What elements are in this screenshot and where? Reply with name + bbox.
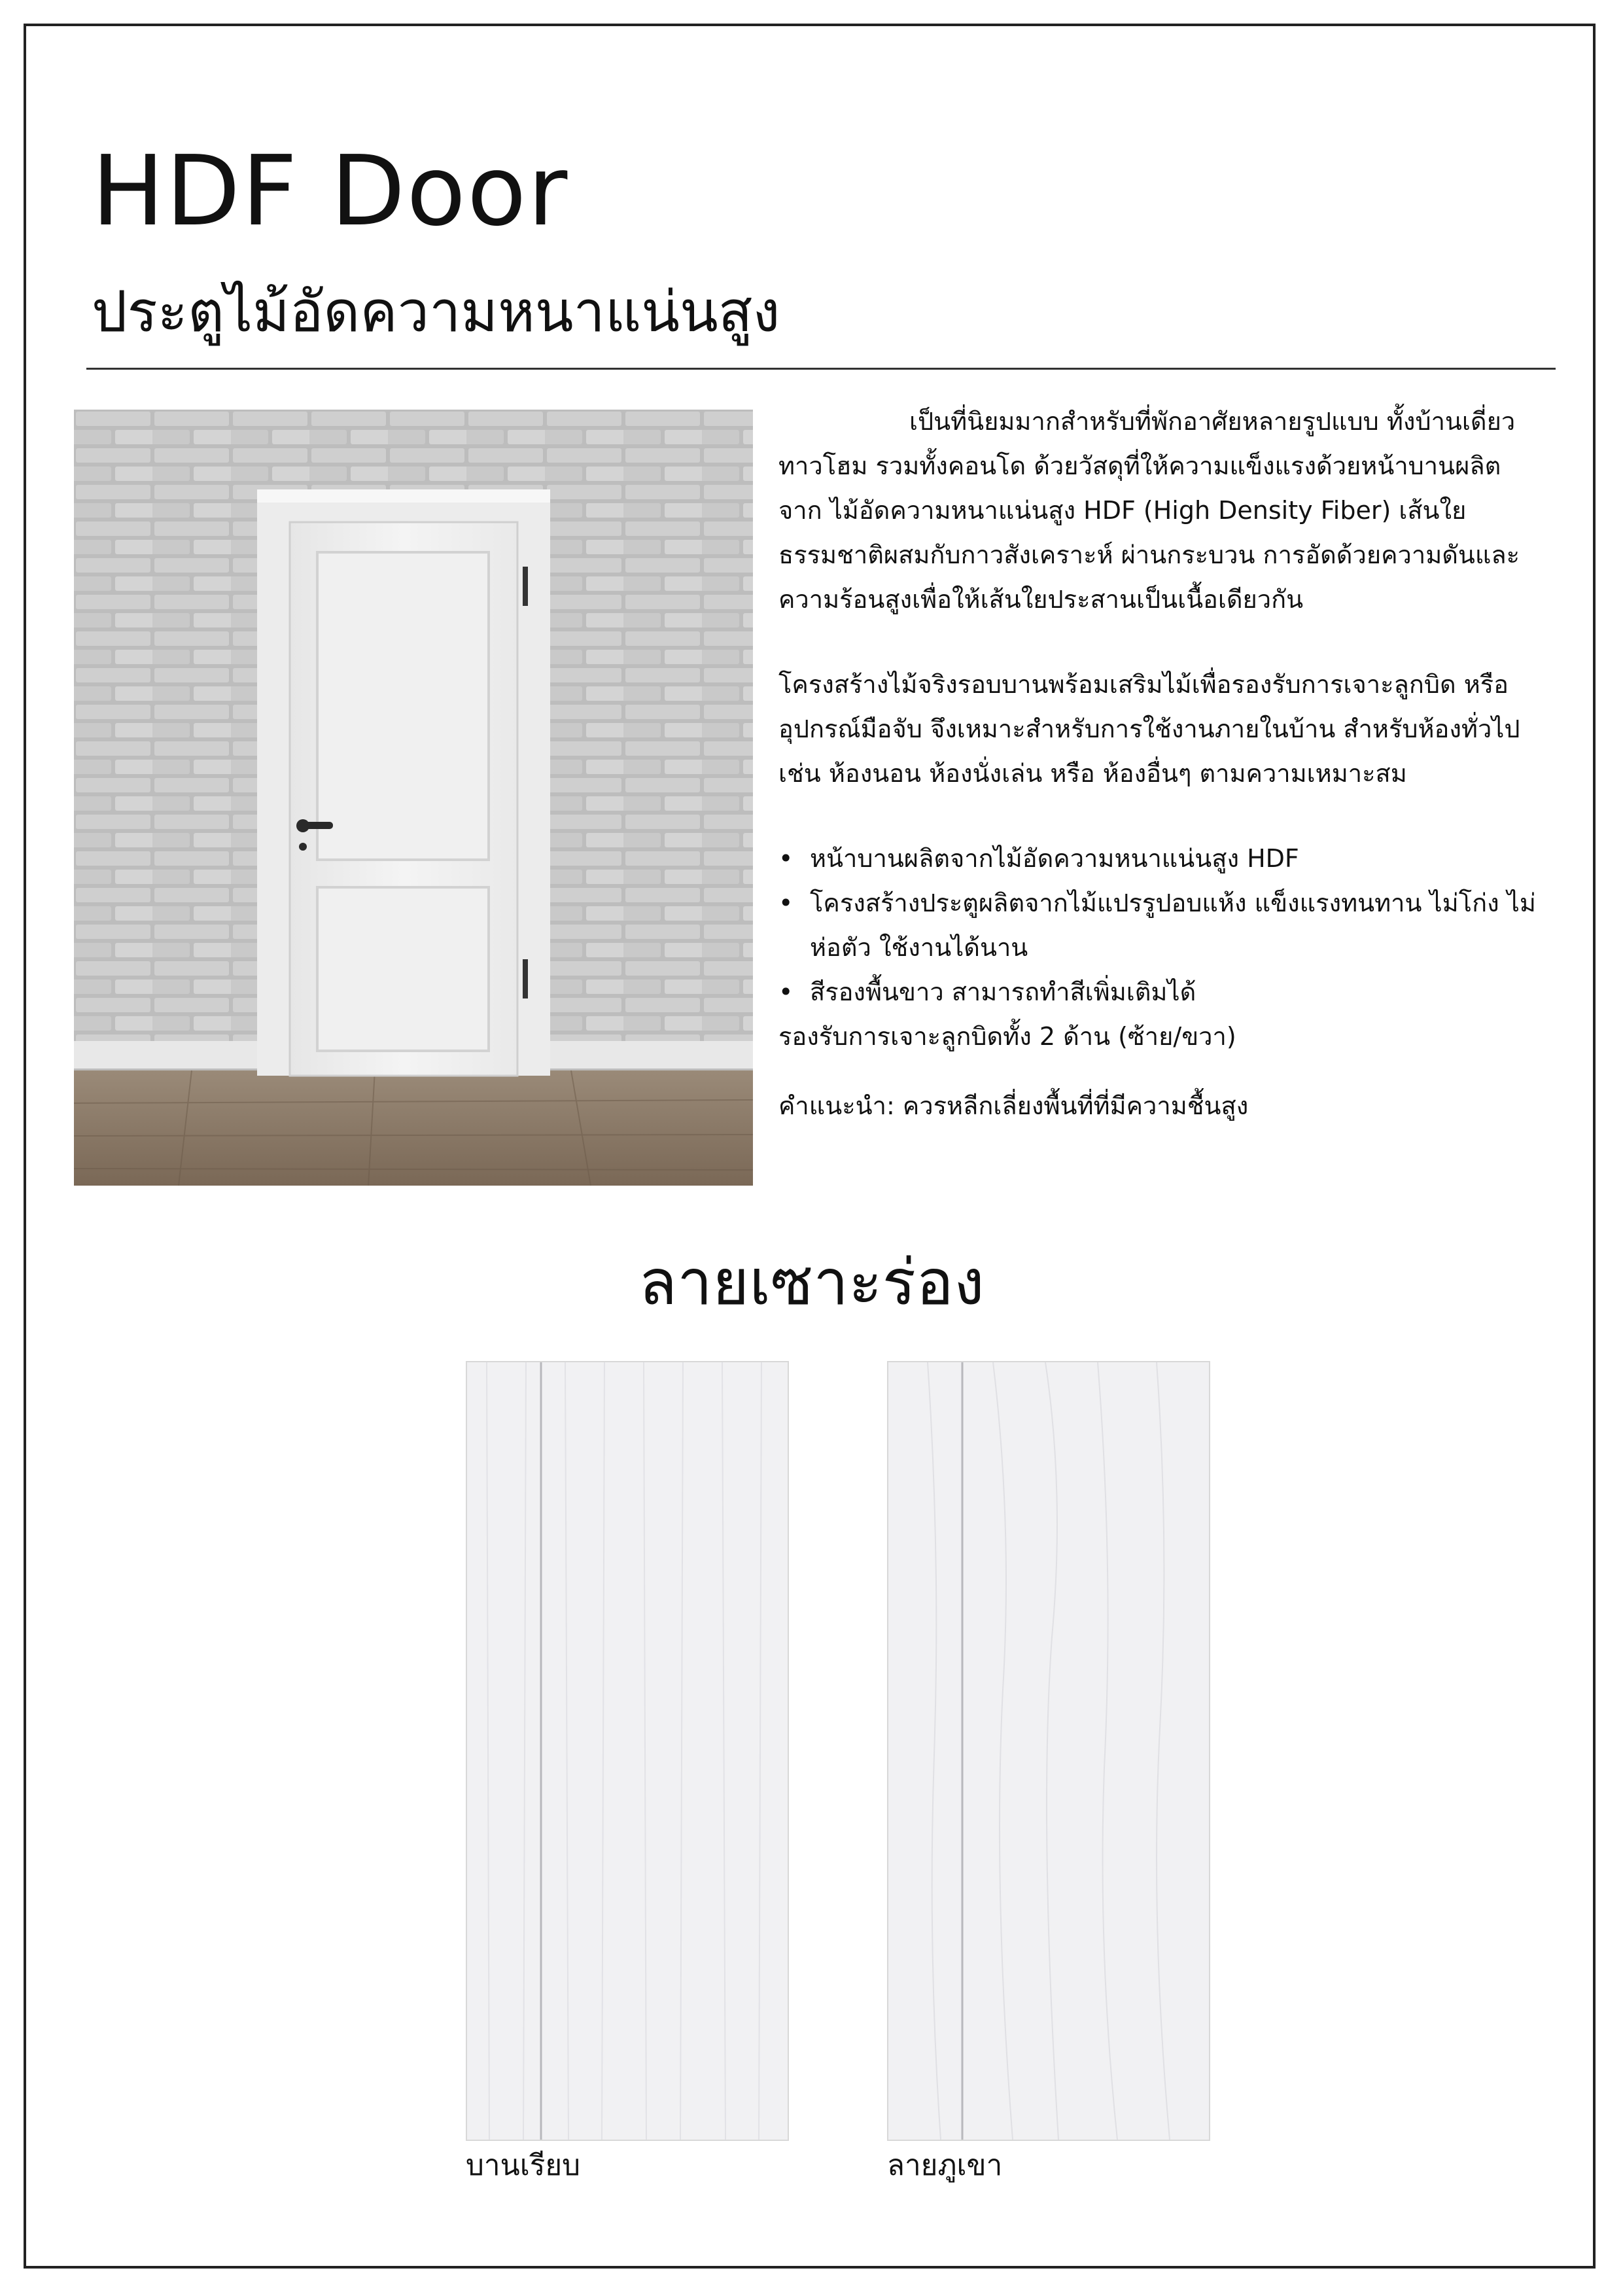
pattern-sample-mountain (887, 1361, 1210, 2141)
feature-item: • หน้าบานผลิตจากไม้อัดความหนาแน่นสูง HDF (778, 836, 1537, 881)
description (778, 399, 1537, 1128)
pattern-label-flat: บานเรียบ (466, 2149, 581, 2182)
bullet-icon: • (778, 889, 794, 917)
structure-paragraph: โครงสร้างไม้จริงรอบบานพร้อมเสริมไม้เพื่อรองรับการเจาะลูกบิด หรือ อุปกรณ์มือจับ จึงเหมาะสำหรับการใช้งานภายในบ้าน สำหรับห้องทั่วไป เช่น ห้องนอน ห้องนั่งเล่น หรือ ห้องอื่นๆ ตามความเหมาะสม (778, 670, 1520, 788)
page-title: HDF Door (92, 135, 569, 247)
feature-item: • โครงสร้างประตูผลิตจากไม้แปรรูปอบแห้ง แข็งแรงทนทาน ไม่โก่ง ไม่ห่อตัว ใช้งานได้นาน (778, 881, 1537, 970)
bullet-icon: • (778, 844, 794, 873)
intro-paragraph: เป็นที่นิยมมากสำหรับที่พักอาศัยหลายรูปแบบ ทั้งบ้านเดี่ยว ทาวโฮม รวมทั้งคอนโด ด้วยวัสดุที่ให้ความแข็งแรงด้วยหน้าบานผลิตจาก ไม้อัดความหนาแน่นสูง HDF (High Density Fiber) เส้นใยธรรมชาติผสมกับกาวสังเคราะห์ ผ่านกระบวน การอัดด้วยความดันและความร้อนสูงเพื่อให้เส้นใยประสานเป็นเนื้อเดียวกัน (778, 407, 1520, 614)
page-subtitle: ประตูไม้อัดความหนาแน่นสูง (92, 279, 780, 345)
title-divider (86, 368, 1556, 370)
pattern-label-mountain: ลายภูเขา (887, 2149, 1003, 2182)
advice-note: คำแนะนำ: ควรหลีกเลี่ยงพื้นที่ที่มีความชื้นสูง (778, 1091, 1249, 1120)
patterns-title: ลายเซาะร่อง (638, 1246, 985, 1319)
door-photo (74, 410, 753, 1186)
feature-item: • สีรองพื้นขาว สามารถทำสีเพิ่มเติมได้ (778, 970, 1537, 1014)
support-note: รองรับการเจาะลูกบิดทั้ง 2 ด้าน (ซ้าย/ขวา) (778, 1022, 1236, 1051)
feature-list (778, 836, 1537, 1014)
pattern-sample-flat (466, 1361, 789, 2141)
bullet-icon: • (778, 978, 794, 1006)
